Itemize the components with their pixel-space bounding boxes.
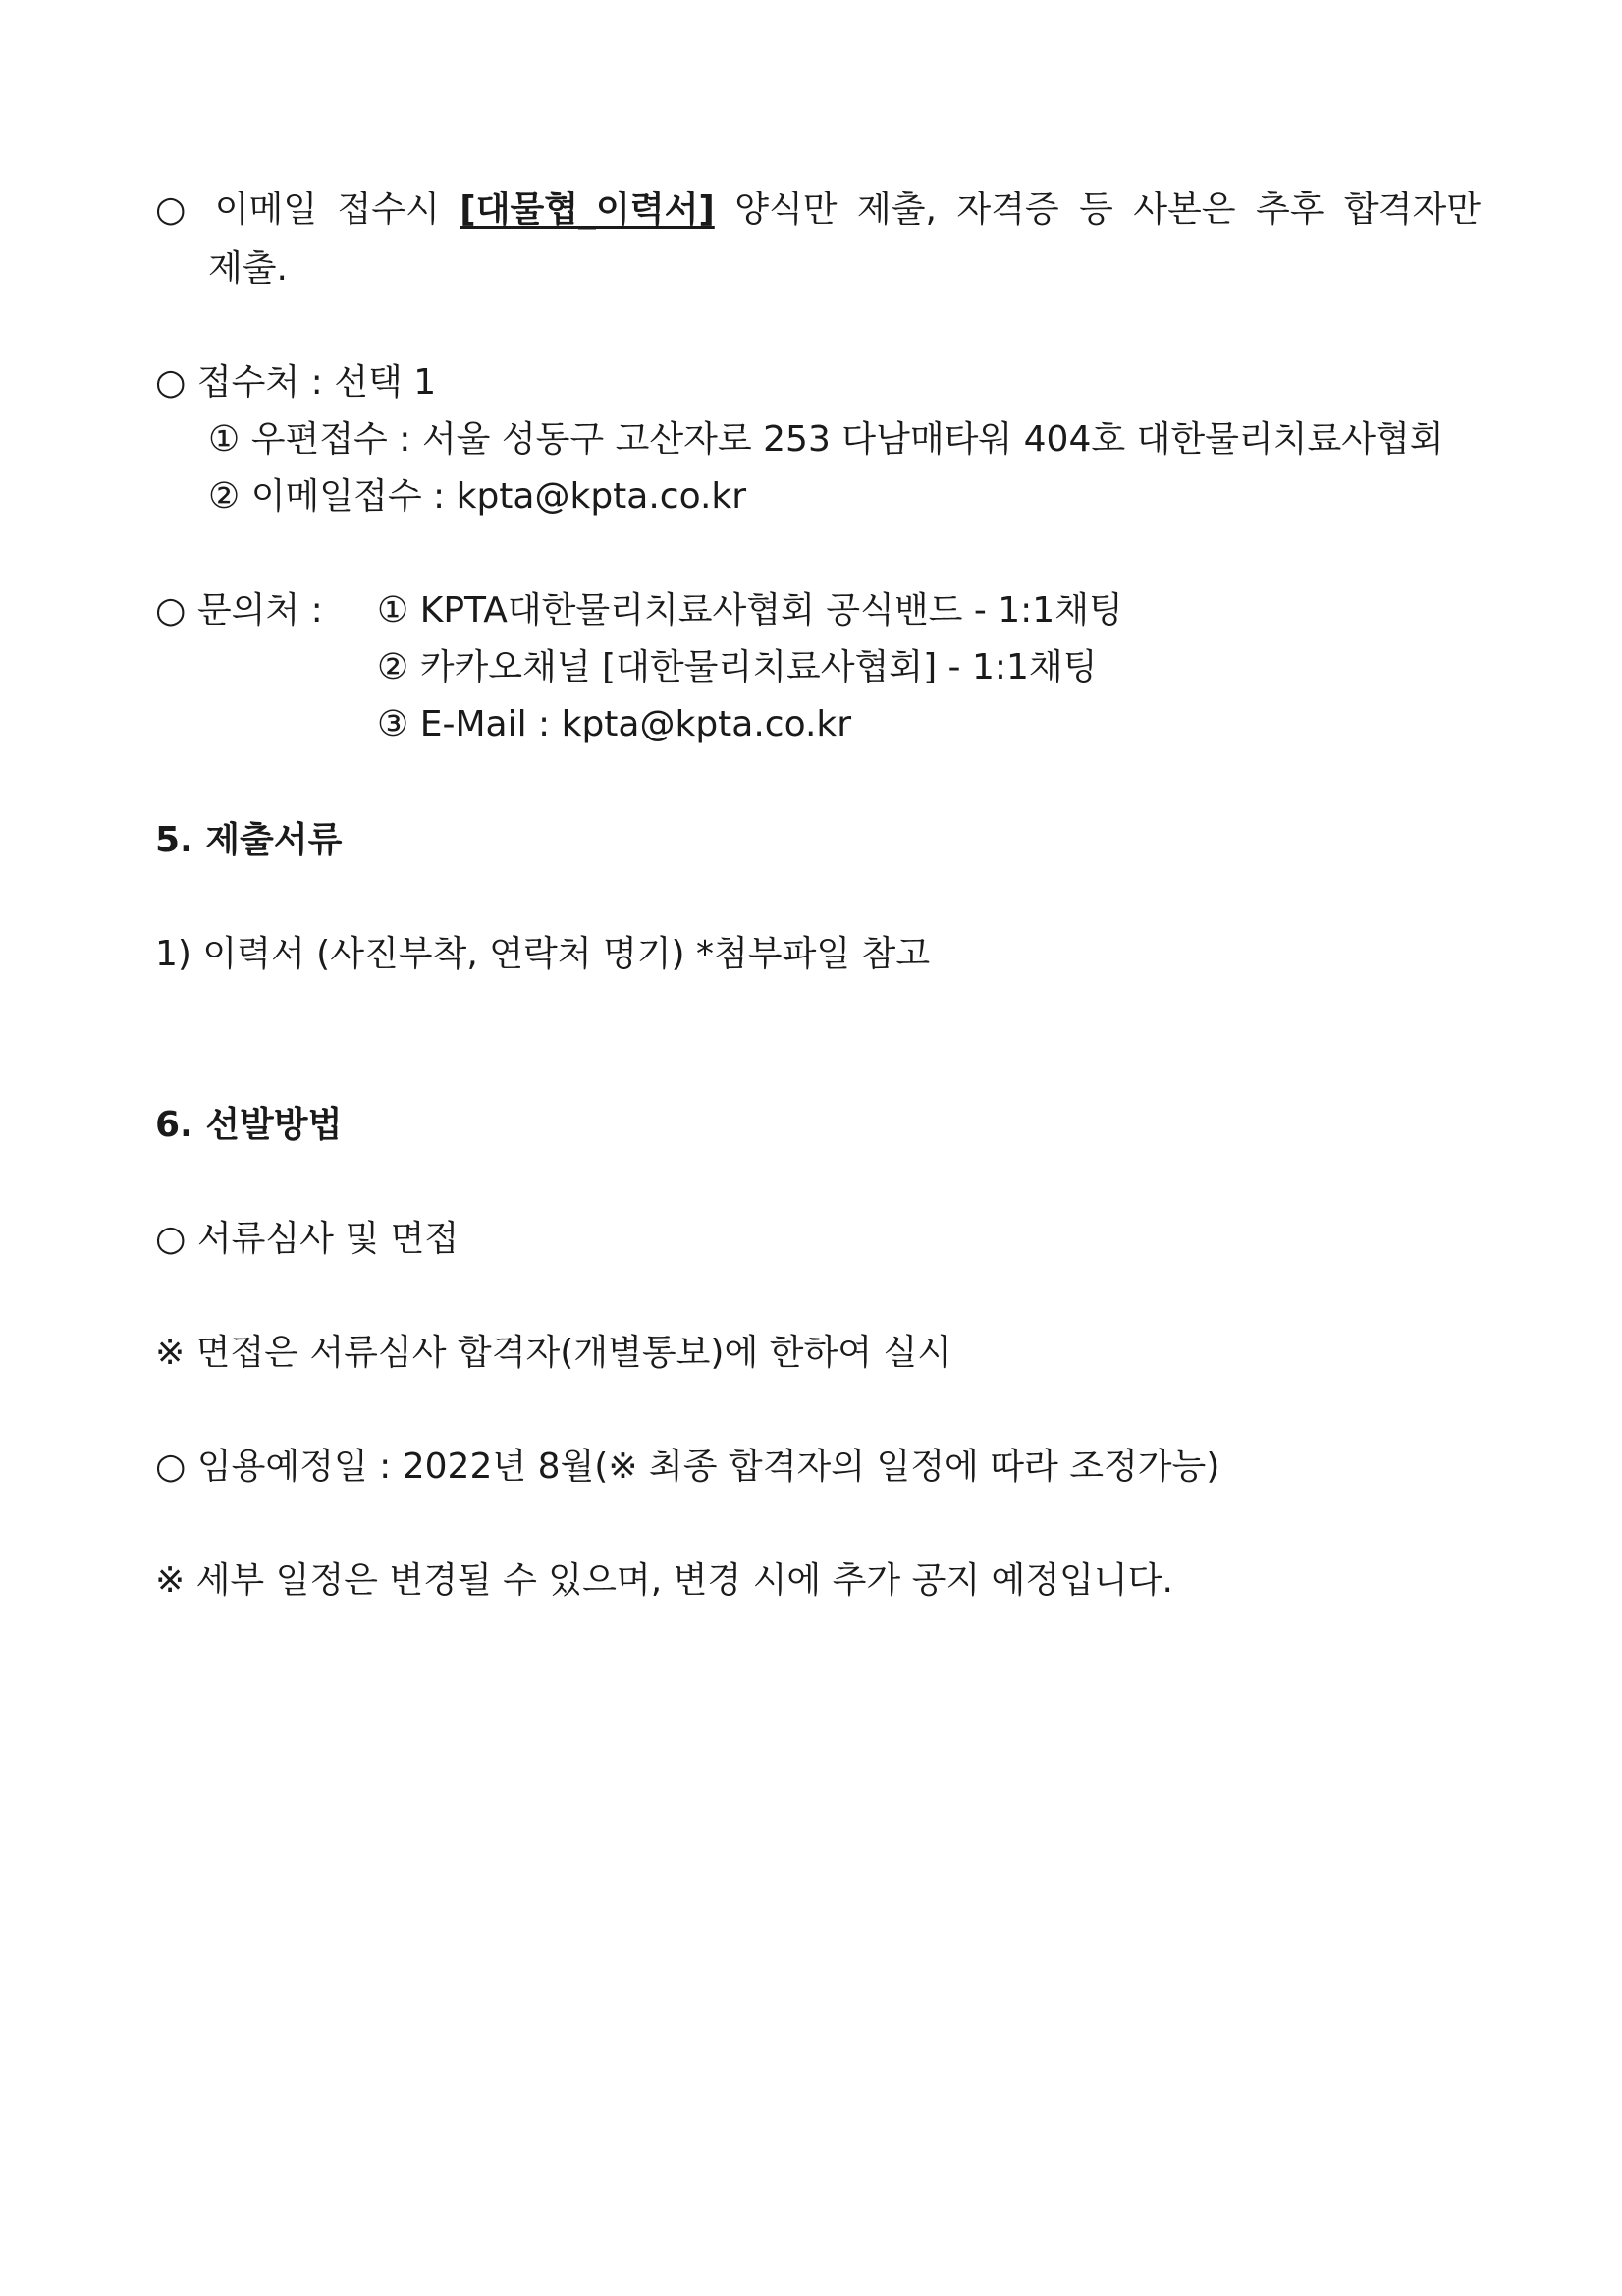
interview-note: ※ 면접은 서류심사 합격자(개별통보)에 한하여 실시 <box>155 1333 951 1373</box>
schedule-note: ※ 세부 일정은 변경될 수 있으며, 변경 시에 추가 공지 예정입니다. <box>155 1560 1173 1601</box>
section-6-heading: 6. 선발방법 <box>155 1105 343 1145</box>
resume-form-name: [대물협_이력서] <box>460 190 715 230</box>
email-note-suffix: 양식만 제출, 자격증 등 사본은 추후 합격자만 <box>714 190 1482 230</box>
appointment-date: ○ 임용예정일 : 2022년 8월(※ 최종 합격자의 일정에 따라 조정가능) <box>155 1447 1220 1487</box>
inquiry-item-email: ③ E-Mail : kpta@kpta.co.kr <box>377 704 852 744</box>
inquiry-item-kakao: ② 카카오채널 [대한물리치료사협회] - 1:1채팅 <box>377 647 1098 687</box>
inquiry-item-band: ① KPTA대한물리치료사협회 공식밴드 - 1:1채팅 <box>377 590 1123 630</box>
reception-title: ○ 접수처 : 선택 1 <box>155 362 437 403</box>
reception-item-postal: ① 우편접수 : 서울 성동구 고산자로 253 다남매타워 404호 대한물리치료사협회 <box>208 419 1444 460</box>
email-note-continuation: 제출. <box>208 248 288 289</box>
inquiry-label: ○ 문의처 : <box>155 590 323 630</box>
section-5-item-resume: 1) 이력서 (사진부착, 연락처 명기) *첨부파일 참고 <box>155 934 931 974</box>
email-note <box>155 189 1481 232</box>
reception-item-email: ② 이메일접수 : kpta@kpta.co.kr <box>208 476 747 517</box>
email-note-prefix: ○ 이메일 접수시 <box>155 190 460 230</box>
section-5-heading: 5. 제출서류 <box>155 820 343 860</box>
selection-method: ○ 서류심사 및 면접 <box>155 1219 460 1259</box>
